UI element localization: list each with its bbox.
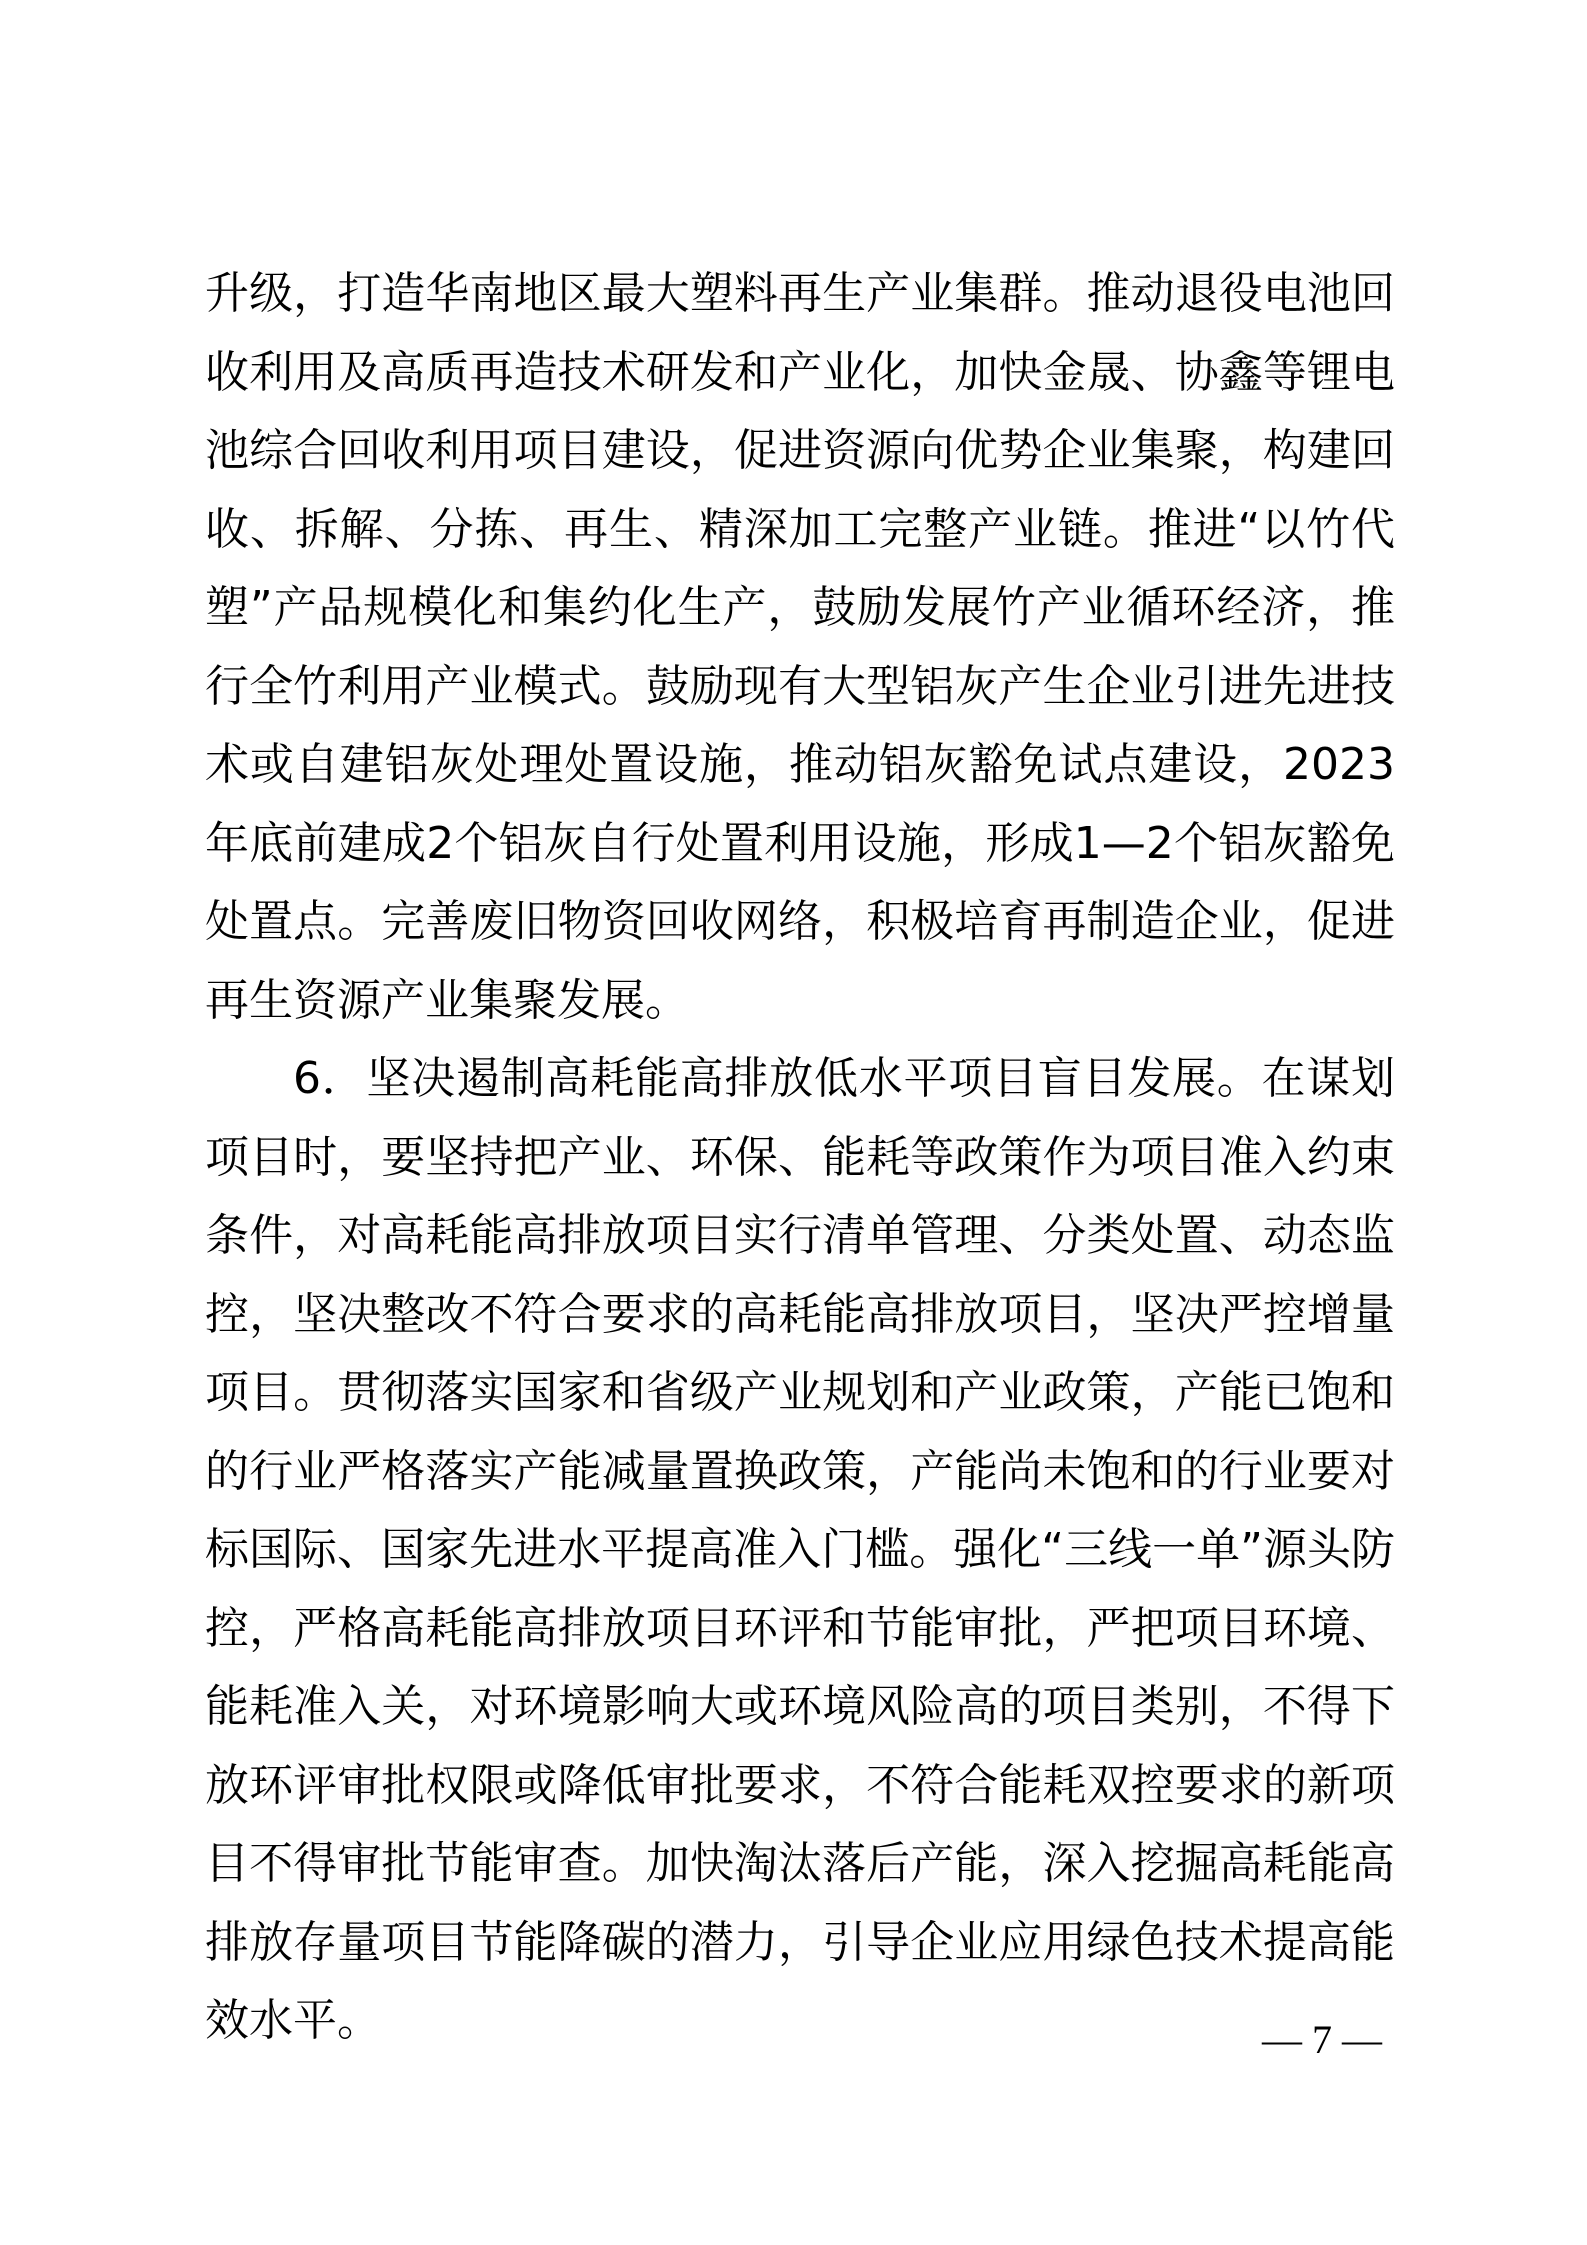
page-number: — 7 — [1262,2017,1382,2062]
paragraph-item-6: 6．坚决遏制高耗能高排放低水平项目盲目发展。在谋划项目时，要坚持把产业、环保、能耗等政策作为项目准入约束条件，对高耗能高排放项目实行清单管理、分类处置、动态监控，坚决整改不符合要求的高耗能高排放项目，坚决严控增量项目。贯彻落实国家和省级产业规划和产业政策，产能已饱和的行业严格落实产能减量置换政策，产能尚未饱和的行业要对标国际、国家先进水平提高准入门槛。强化“三线一单”源头防控，严格高耗能高排放项目环评和节能审批，严把项目环境、能耗准入关，对环境影响大或环境风险高的项目类别，不得下放环评审批权限或降低审批要求，不符合能耗双控要求的新项目不得审批节能审查。加快淘汰落后产能，深入挖掘高耗能高排放存量项目节能降碳的潜力，引导企业应用绿色技术提高能效水平。 [205,1053,1395,2046]
paragraph-continued: 升级，打造华南地区最大塑料再生产业集群。推动退役电池回收利用及高质再造技术研发和产业化，加快金晟、协鑫等锂电池综合回收利用项目建设，促进资源向优势企业集聚，构建回收、拆解、分拣、再生、精深加工完整产业链。推进“以竹代塑”产品规模化和集约化生产，鼓励发展竹产业循环经济，推行全竹利用产业模式。鼓励现有大型铝灰产生企业引进先进技术或自建铝灰处理处置设施，推动铝灰豁免试点建设，2023年底前建成2个铝灰自行处置利用设施，形成1—2个铝灰豁免处置点。完善废旧物资回收网络，积极培育再制造企业，促进再生资源产业集聚发展。 [205,268,1395,1026]
body-text [205,255,1395,2061]
